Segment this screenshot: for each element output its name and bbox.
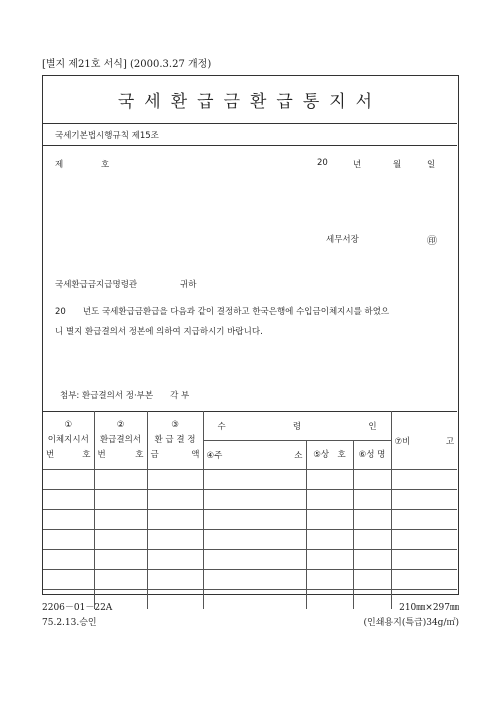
table-header-row-1 (43, 412, 457, 441)
attachment-note: 첨부: 환급결의서 정·부본 각 부 (60, 391, 190, 401)
body-line-1: 20 년도 국세환급금환급을 다음과 같이 결정하고 한국은행에 수입금이체지시를 하였으 (55, 307, 390, 317)
table-row (43, 530, 457, 550)
header-trade-name: ⑤상 호 (306, 441, 353, 470)
notice-body (55, 302, 455, 342)
table-row (43, 550, 457, 570)
header-remarks: ⑦비 고 (391, 412, 457, 470)
header-recipient: 수 령 인 (203, 412, 391, 441)
form-number-note: [별지 제21호 서식] (2000.3.27 개정) (42, 59, 212, 70)
header-transfer-number: ① 이체지시서 번 호 (43, 412, 94, 470)
table-row (43, 570, 457, 590)
header-person-name: ⑥성 명 (353, 441, 391, 470)
law-reference: 국세기본법시행규칙 제15조 (55, 131, 159, 141)
approval-date: 75.2.13.승인 (42, 618, 97, 628)
law-reference-row (43, 124, 457, 146)
body-line-2: 니 별지 환급결의서 정본에 의하여 지급하시기 바랍니다. (55, 327, 263, 337)
table-row (43, 490, 457, 510)
form-title: 국세환급금환급통지서 (117, 92, 383, 112)
paper-spec: (인쇄용지(특급)34g/㎡) (363, 618, 459, 628)
refund-table (43, 411, 457, 609)
date-month: 월 (393, 160, 402, 170)
paper-size: 210㎜×297㎜ (399, 603, 459, 613)
honorific: 귀하 (180, 280, 197, 290)
office-name: 세무서장 (326, 235, 359, 245)
table-row (43, 470, 457, 490)
title-box (43, 76, 457, 124)
header-address: ④주 소 (203, 441, 306, 470)
addressee: 국세환급금지급명령관 (55, 280, 138, 290)
notice-form (42, 75, 459, 595)
date-year: 년 (353, 160, 362, 170)
number-suffix: 호 (101, 160, 110, 170)
header-resolution-number: ② 환급결의서 번 호 (94, 412, 147, 470)
number-label: 제 (55, 160, 64, 170)
header-refund-amount: ③ 환 급 결 정 금 액 (147, 412, 203, 470)
date-day: 일 (427, 160, 436, 170)
date-year-prefix: 20 (317, 158, 328, 168)
table-row (43, 510, 457, 530)
seal-mark: ㊞ (427, 236, 437, 247)
form-code: 2206－01－22A (42, 603, 113, 613)
